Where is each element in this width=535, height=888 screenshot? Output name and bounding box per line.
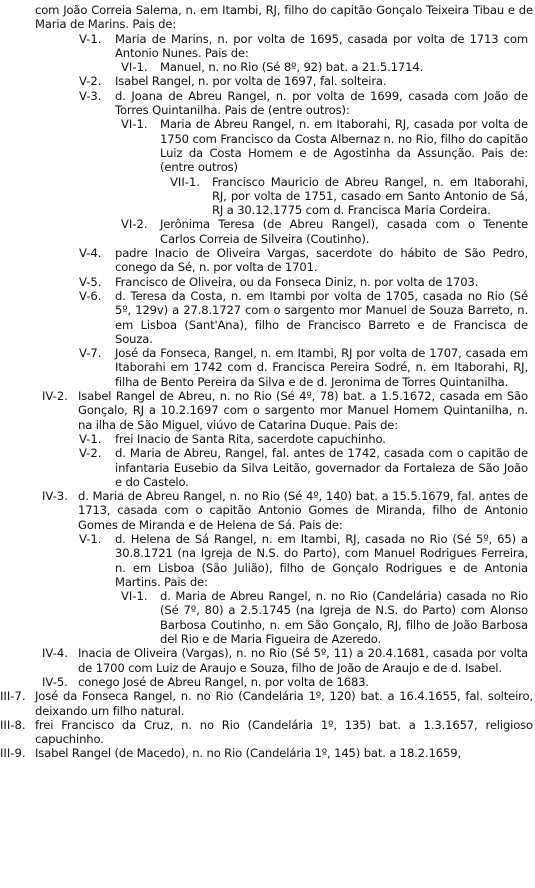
- entry-text: d. Helena de Sá Rangel, n. em Itambi, RJ, casada no Rio (Sé 5º, 65) a 30.8.1721 (na Igreja de N.S. do Parto), com Manuel Rodrigues Ferreira, n. em Lisboa (São Julião), filho de Gonçalo Rodrigues e de Antonia Martins. Pais de:: [115, 531, 528, 589]
- entry-text: conego José de Abreu Rangel, n. por volta de 1683.: [78, 674, 369, 689]
- genealogy-entry: [0, 532, 528, 589]
- entry-number: III-8.: [0, 717, 26, 732]
- genealogy-entry: [0, 446, 528, 489]
- entry-text: com João Correia Salema, n. em Itambi, RJ, filho do capitão Gonçalo Teixeira Tibau e de Maria de Marins. Pais de:: [35, 3, 533, 32]
- genealogy-entry: [0, 117, 528, 174]
- entry-number: VI-1.: [121, 117, 148, 132]
- entry-text: Inacia de Oliveira (Vargas), n. no Rio (Sé 5º, 11) a 20.4.1681, casada por volta de 1700 com Luiz de Araujo e Souza, filho de João de Araujo e de d. Isabel.: [78, 646, 528, 675]
- entry-number: IV-2.: [42, 389, 68, 404]
- genealogy-entry: [0, 3, 533, 32]
- entry-number: VI-1.: [121, 60, 148, 75]
- entry-number: III-7.: [0, 689, 26, 704]
- entry-number: III-9.: [0, 746, 26, 761]
- entry-number: VII-1.: [170, 174, 201, 189]
- entry-number: VI-2.: [121, 217, 148, 232]
- entry-text: José da Fonseca, Rangel, n. em Itambi, RJ por volta de 1707, casada em Itaborahi em 1742 com d. Francisca Pereira Sodré, n. em Itaborahi, RJ, filha de Bento Pereira da Silva e de d. Jeronima de Torres Quintanilha.: [115, 346, 528, 389]
- entry-text: Jerônima Teresa (de Abreu Rangel), casada com o Tenente Carlos Correia de Silveira (Coutinho).: [160, 217, 528, 246]
- genealogy-entry: [0, 275, 528, 289]
- entry-number: IV-4.: [42, 646, 68, 661]
- entry-number: V-1.: [79, 531, 102, 546]
- entry-text: d. Maria de Abreu Rangel, n. no Rio (Sé 4º, 140) bat. a 15.5.1679, fal. antes de 1713, casada com o capitão Antonio Gomes de Miranda, filho de Antonio Gomes de Miranda e de Helena de Sá. Pais de:: [78, 489, 528, 532]
- genealogy-entry: [0, 32, 528, 61]
- genealogy-entry: [0, 289, 528, 346]
- entry-number: V-5.: [79, 274, 102, 289]
- entry-number: IV-3.: [42, 489, 68, 504]
- genealogy-entry: [0, 217, 528, 246]
- entry-number: V-2.: [79, 74, 102, 89]
- entry-text: Manuel, n. no Rio (Sé 8º, 92) bat. a 21.5.1714.: [160, 60, 424, 75]
- entry-text: Maria de Abreu Rangel, n. em Itaborahi, RJ, casada por volta de 1750 com Francisco da Costa Albernaz n. no Rio, filho do capitão Luiz da Costa Homem e de Agostinha da Assunção. Pais de: (entre outros): [160, 117, 528, 175]
- entry-number: V-6.: [79, 288, 102, 303]
- entry-number: V-1.: [79, 31, 102, 46]
- genealogy-entry: [0, 589, 528, 646]
- genealogy-entry: [0, 389, 528, 432]
- entry-number: V-3.: [79, 88, 102, 103]
- genealogy-entry: [0, 246, 528, 275]
- genealogy-entry: [0, 432, 528, 446]
- entry-text: d. Maria de Abreu, Rangel, fal. antes de 1742, casada com o capitão de infantaria Eusebio da Silva Leitão, governador da Fortaleza de São João e do Castelo.: [115, 446, 528, 489]
- entry-number: V-1.: [79, 431, 102, 446]
- genealogy-entry: [0, 489, 528, 532]
- entry-text: frei Inacio de Santa Rita, sacerdote capuchinho.: [115, 431, 386, 446]
- entry-number: IV-5.: [42, 674, 68, 689]
- genealogy-entry: [0, 175, 528, 218]
- genealogy-entry: [0, 746, 533, 760]
- genealogy-entry: [0, 74, 528, 88]
- entry-text: Isabel Rangel (de Macedo), n. no Rio (Candelária 1º, 145) bat. a 18.2.1659,: [35, 746, 462, 761]
- entry-text: Francisco de Oliveira, ou da Fonseca Diniz, n. por volta de 1703.: [115, 274, 479, 289]
- entry-number: V-4.: [79, 246, 102, 261]
- entry-number: V-7.: [79, 346, 102, 361]
- entry-text: Maria de Marins, n. por volta de 1695, casada por volta de 1713 com Antonio Nunes. Pais de:: [115, 31, 528, 60]
- entry-text: padre Inacio de Oliveira Vargas, sacerdote do hábito de São Pedro, conego da Sé, n. por volta de 1701.: [115, 246, 528, 275]
- genealogy-entry: [0, 718, 533, 747]
- genealogy-entry: [0, 675, 528, 689]
- genealogy-entry: [0, 346, 528, 389]
- entry-text: Isabel Rangel, n. por volta de 1697, fal. solteira.: [115, 74, 387, 89]
- entry-number: V-2.: [79, 446, 102, 461]
- genealogy-entry: [0, 60, 528, 74]
- entry-text: frei Francisco da Cruz, n. no Rio (Candelária 1º, 135) bat. a 1.3.1657, religioso capuchinho.: [35, 717, 533, 747]
- genealogy-page: [0, 3, 533, 761]
- entry-text: Francisco Mauricio de Abreu Rangel, n. em Itaborahi, RJ, por volta de 1751, casado em Santo Antonio de Sá, RJ a 30.12.1775 com d. Francisca Maria Cordeira.: [212, 174, 528, 218]
- genealogy-entry: [0, 689, 533, 718]
- genealogy-entry: [0, 89, 528, 118]
- entry-number: VI-1.: [121, 589, 148, 604]
- entry-text: d. Joana de Abreu Rangel, n. por volta de 1699, casada com João de Torres Quintanilha. Pais de (entre outros):: [115, 88, 528, 118]
- entry-text: d. Maria de Abreu Rangel, n. no Rio (Candelária) casada no Rio (Sé 7º, 80) a 2.5.1745 (na Igreja de N.S. do Parto) com Alonso Barbosa Coutinho, n. em São Gonçalo, RJ, filho de João Barbosa del Rio e de Maria Figueira de Azeredo.: [160, 589, 528, 647]
- entry-text: José da Fonseca Rangel, n. no Rio (Candelária 1º, 120) bat. a 16.4.1655, fal. solteiro, deixando um filho natural.: [35, 689, 533, 718]
- genealogy-entry: [0, 646, 528, 675]
- entry-text: d. Teresa da Costa, n. em Itambi por volta de 1705, casada no Rio (Sé 5º, 129v) a 27.8.1727 com o sargento mor Manuel de Souza Barreto, n. em Lisboa (Sant'Ana), filho de Francisco Barreto e de Francisca de Souza.: [115, 288, 528, 346]
- entry-text: Isabel Rangel de Abreu, n. no Rio (Sé 4º, 78) bat. a 1.5.1672, casada em São Gonçalo, RJ a 10.2.1697 com o sargento mor Manuel Homem Quintanilha, n. na ilha de São Miguel, viúvo de Catarina Duque. Pais de:: [78, 389, 528, 432]
